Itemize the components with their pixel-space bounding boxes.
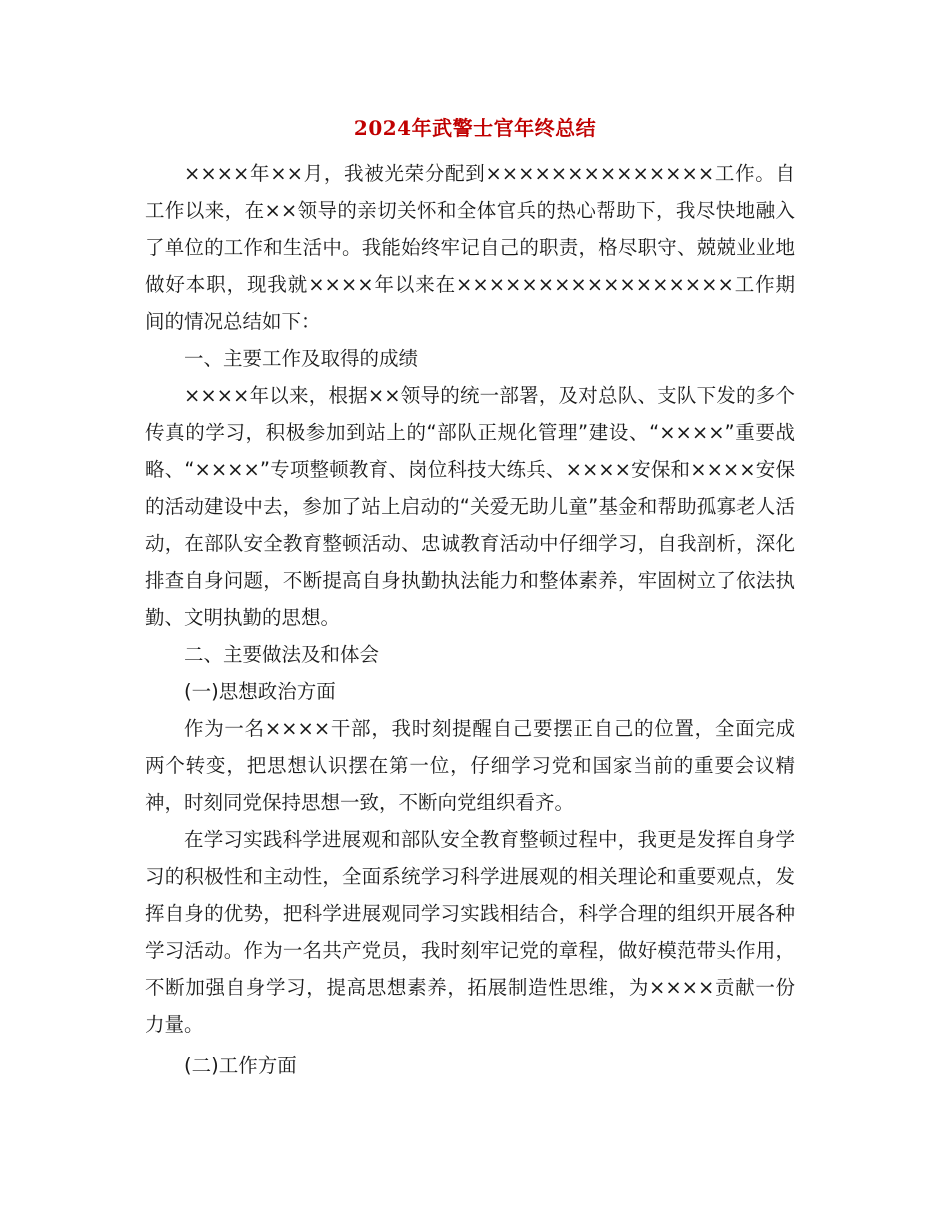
paragraph-ideology-2: 在学习实践科学进展观和部队安全教育整顿过程中，我更是发挥自身学习的积极性和主动性，全面系统学习科学进展观的相关理论和重要观点，发挥自身的优势，把科学进展观同学习实践相结合，科学合理的组织开展各种学习活动。作为一名共产党员，我时刻牢记党的章程，做好模范带头作用，不断加强自身学习，提高思想素养，拓展制造性思维，为××××贡献一份力量。 [145,828,795,1036]
subsection-heading-2: (二)工作方面 [184,1054,297,1077]
document-title: 2024年武警士官年终总结 [353,116,597,140]
paragraph-intro: ××××年××月，我被光荣分配到××××××××××××××工作。自工作以来，在××领导的亲切关怀和全体官兵的热心帮助下，我尽快地融入了单位的工作和生活中。我能始终牢记自己的职责，格尽职守、兢兢业业地做好本职，现我就××××年以来在×××××××××××××××××工作期间的情况总结如下： [145,162,795,333]
subsection-heading-1: (一)思想政治方面 [184,680,336,703]
document-body [145,155,795,1084]
section-heading-2: 二、主要做法及和体会 [184,643,380,666]
paragraph-achievements: ××××年以来，根据××领导的统一部署，及对总队、支队下发的多个传真的学习，积极参加到站上的“部队正规化管理”建设、“××××”重要战略、“××××”专项整顿教育、岗位科技大练兵、××××安保和××××安保的活动建设中去，参加了站上启动的“关爱无助儿童”基金和帮助孤寡老人活动，在部队安全教育整顿活动、忠诚教育活动中仔细学习，自我剖析，深化排查自身问题，不断提高自身执勤执法能力和整体素养，牢固树立了依法执勤、文明执勤的思想。 [145,384,795,629]
paragraph-ideology-1: 作为一名××××干部，我时刻提醒自己要摆正自己的位置，全面完成两个转变，把思想认识摆在第一位，仔细学习党和国家当前的重要会议精神，时刻同党保持思想一致，不断向党组织看齐。 [145,717,795,814]
section-heading-1: 一、主要工作及取得的成绩 [184,347,419,370]
